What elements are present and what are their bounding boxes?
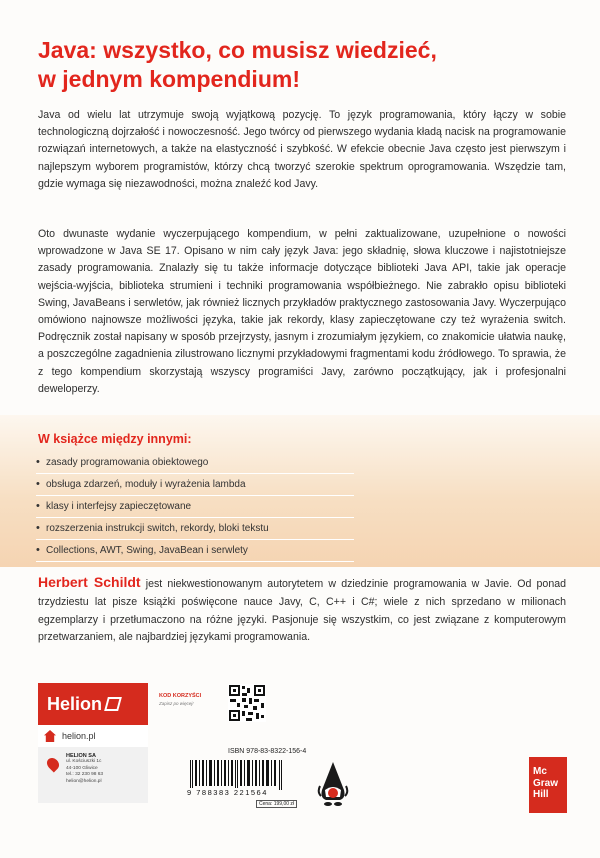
home-icon	[44, 730, 56, 742]
list-item	[36, 540, 354, 562]
helion-logo	[38, 683, 148, 725]
list-item-text: obsługa zdarzeń, moduły i wyrażenia lambda	[46, 479, 246, 490]
bullet-icon: •	[36, 500, 40, 512]
publisher-website: helion.pl	[62, 731, 96, 741]
list-item-text: rozszerzenia instrukcji switch, rekordy, bloki tekstu	[46, 523, 269, 534]
barcode-number: 9 788383 221564	[187, 788, 268, 797]
helion-logo-text: Helion	[47, 693, 103, 714]
publisher-website-row	[38, 725, 148, 747]
bullet-icon: •	[36, 544, 40, 556]
list-item	[36, 496, 354, 518]
address-line: helion@helion.pl	[66, 778, 102, 784]
kod-korzysci-sub: Zapisz po więcej!	[159, 701, 194, 706]
list-item	[36, 518, 354, 540]
list-item-text: klasy i interfejsy zapieczętowane	[46, 501, 192, 512]
location-pin-icon	[45, 756, 62, 773]
description-paragraph: Oto dwunaste wydanie wyczerpującego kompendium, w pełni zaktualizowane, uzupełnione o nowości wprowadzone w Java SE 17. Opisano w nim cały język Java: jego składnię, słowa kluczowe i najistotniejsze zasady programowania. Znalazły się tu także informacje dotyczące biblioteki Java API, takie jak operacje wejścia-wyjścia, biblioteka strumieni i techniki programowania współbieżnego. Nie zabrakło opisu biblioteki Swing, JavaBeans i serwletów, jak również licznych przykładów praktycznego zastosowania Javy. Wyczerpująco omówiono najnowsze możliwości języka, takie jak rekordy, klasy zapieczętowane czy też wyrażenia switch. Podręcznik został napisany w sposób przejrzysty, jasnym i zrozumiałym językiem, co znakomicie ułatwia naukę, a poszczególne zagadnienia zilustrowano licznymi przykładowymi fragmentami kodu źródłowego. To sprawia, że z tego kompendium skorzystają wszyscy programiści Javy, zarówno początkujący, jak i profesjonalni deweloperzy.	[38, 228, 566, 395]
bullet-icon: •	[36, 478, 40, 490]
address-line: 44-100 Gliwice	[66, 765, 98, 771]
address-line: tel.: 32 230 98 63	[66, 772, 104, 778]
bullet-icon: •	[36, 456, 40, 468]
qr-code-icon	[228, 684, 266, 722]
list-item-text: Collections, AWT, Swing, JavaBean i serwlety	[46, 545, 248, 556]
kod-korzysci-label: KOD KORZYŚCI	[159, 693, 202, 699]
publisher-address	[38, 747, 148, 803]
highlights-heading: W książce między innymi:	[38, 432, 192, 446]
mcgraw-line-1: Mc	[533, 766, 547, 777]
author-bio-text: jest niekwestionowanym autorytetem w dziedzinie programowania w Javie. Od ponad trzydziestu lat pisze książki poświęcone nauce Javy, C, C++ i C#; wiele z nich sprzedano w milionach egzemplarzy i przetłumaczono na różne języki. Pasjonuje się wszystkim, co jest związane z komputerowym przetwarzaniem, ale najbardziej językami programowania.	[38, 578, 566, 644]
address-lines	[66, 753, 103, 803]
author-name: Herbert Schildt	[38, 574, 141, 590]
mcgraw-line-3: Hill	[533, 789, 549, 800]
address-head: HELION SA	[66, 753, 96, 759]
bullet-icon: •	[36, 522, 40, 534]
java-duke-icon	[316, 760, 350, 812]
headline-line-1: Java: wszystko, co musisz wiedzieć,	[38, 37, 437, 63]
cover-headline	[38, 36, 568, 94]
mcgraw-line-2: Graw	[533, 777, 559, 789]
headline-line-2: w jednym kompendium!	[38, 66, 300, 92]
list-item	[36, 474, 354, 496]
highlights-list	[36, 452, 376, 562]
publisher-box	[38, 683, 148, 803]
author-bio	[38, 574, 566, 647]
intro-paragraph: Java od wielu lat utrzymuje swoją wyjątkową pozycję. To język programowania, który łączy w sobie technologiczną dojrzałość i nowoczesność. Jego twórcy od pierwszego wydania kładą nacisk na programowanie rozwiązań internetowych, a także na elastyczność i szybkość. W efekcie obecnie Java często jest pierwszym i najlepszym wyborem programistów, którzy chcą tworzyć szerokie spektrum oprogramowania. Wszędzie tam, gdzie wymaga się niezawodności, można znaleźć kod Javy.	[38, 109, 566, 190]
helion-mark-icon	[104, 697, 122, 711]
mcgraw-hill-logo	[529, 757, 567, 813]
list-item-text: zasady programowania obiektowego	[46, 457, 209, 468]
address-line: ul. Kościuszki 1c	[66, 759, 102, 765]
price-label: Cena: 199,00 zł	[256, 800, 297, 808]
isbn: ISBN 978-83-8322-156-4	[228, 748, 307, 755]
list-item	[36, 452, 354, 474]
